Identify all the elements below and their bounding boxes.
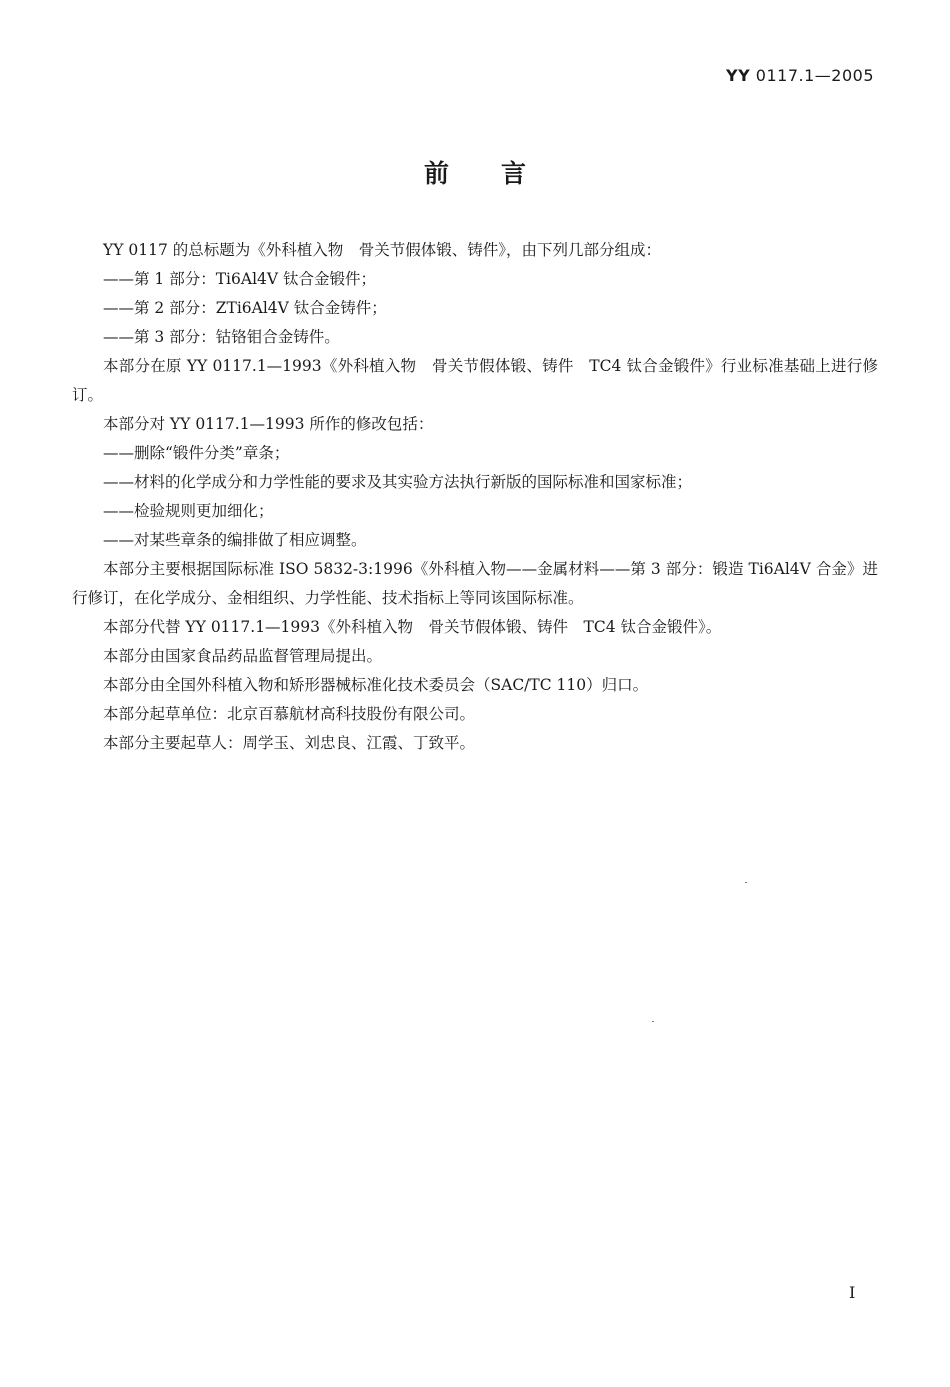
list-item-part-3: ——第 3 部分：钴铬钼合金铸件。: [103, 328, 340, 346]
list-item-change: ——对某些章条的编排做了相应调整。: [103, 531, 367, 549]
list-item-part-1: ——第 1 部分：Ti6Al4V 钛合金锻件；: [103, 270, 377, 288]
foreword-body: [72, 236, 878, 758]
paragraph: 本部分主要起草人：周学玉、刘忠良、江霞、丁致平。: [103, 734, 476, 752]
document-code-number: 0117.1—2005: [755, 66, 874, 85]
document-code-prefix: YY: [726, 66, 751, 85]
paragraph: 本部分由全国外科植入物和矫形器械标准化技术委员会（SAC/TC 110）归口。: [103, 676, 649, 694]
paragraph: 本部分在原 YY 0117.1—1993《外科植入物 骨关节假体锻、铸件 TC4 钛合金锻件》行业标准基础上进行修订。: [72, 357, 878, 404]
list-item-change: ——删除“锻件分类”章条；: [103, 444, 290, 462]
list-item-change: ——材料的化学成分和力学性能的要求及其实验方法执行新版的国际标准和国家标准；: [103, 473, 693, 491]
scan-speck: [652, 1021, 654, 1022]
paragraph: YY 0117 的总标题为《外科植入物 骨关节假体锻、铸件》，由下列几部分组成：: [103, 241, 662, 259]
paragraph: 本部分对 YY 0117.1—1993 所作的修改包括：: [103, 415, 434, 433]
paragraph: 本部分主要根据国际标准 ISO 5832-3:1996《外科植入物——金属材料——第 3 部分：锻造 Ti6Al4V 合金》进行修订，在化学成分、金相组织、力学性能、技术指标上等同该国际标准。: [72, 560, 878, 607]
paragraph: 本部分由国家食品药品监督管理局提出。: [103, 647, 383, 665]
page-title: 前言: [423, 159, 578, 188]
list-item-change: ——检验规则更加细化；: [103, 502, 274, 520]
paragraph: 本部分代替 YY 0117.1—1993《外科植入物 骨关节假体锻、铸件 TC4 钛合金锻件》。: [103, 618, 722, 636]
page-number: I: [849, 1283, 856, 1302]
list-item-part-2: ——第 2 部分：ZTi6Al4V 钛合金铸件；: [103, 299, 387, 317]
paragraph: 本部分起草单位：北京百慕航材高科技股份有限公司。: [103, 705, 476, 723]
scan-speck: [745, 882, 747, 883]
document-code: [726, 66, 874, 85]
